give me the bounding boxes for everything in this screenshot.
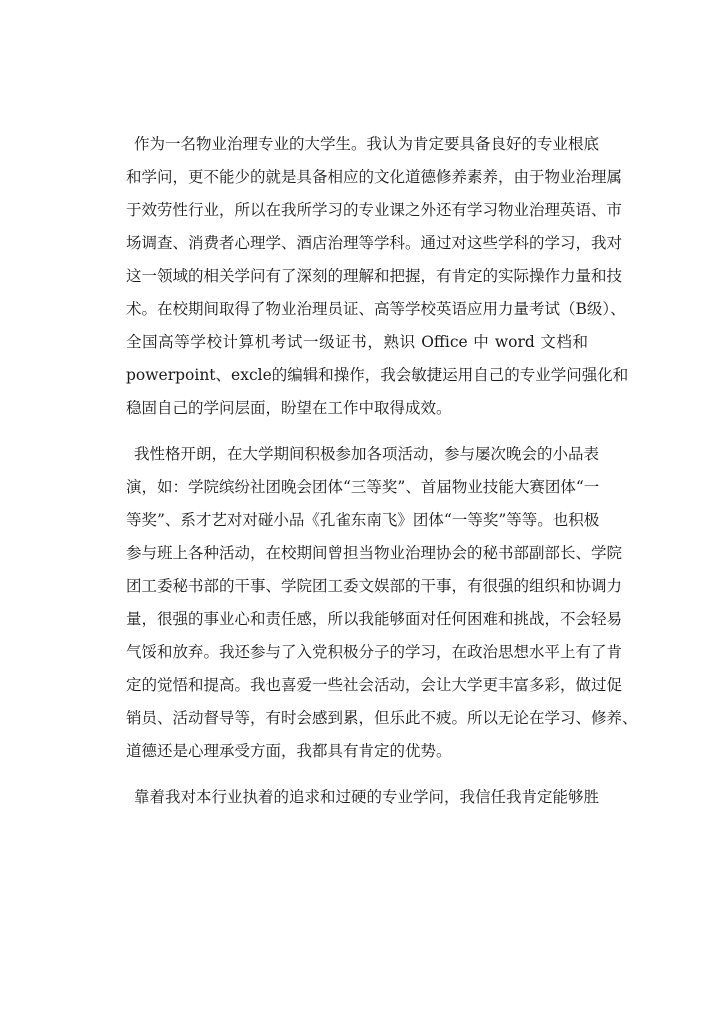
paragraph-1 [126,128,629,425]
text-line: 作为一名物业治理专业的大学生。我认为肯定要具备良好的专业根底 [134,135,600,153]
text-line: 于效劳性行业，所以在我所学习的专业课之外还有学习物业治理英语、市 [126,201,623,219]
document-body [126,128,638,814]
text-line: 团工委秘书部的干事、学院团工委文娱部的干事，有很强的组织和协调力 [126,577,623,595]
text-line: powerpoint、excle的编辑和操作，我会敏捷运用自己的专业学问强化和 [126,366,629,384]
text-line: 参与班上各种活动，在校期间曾担当物业治理协会的秘书部副部长、学院 [126,544,623,562]
text-line: 场调查、消费者心理学、酒店治理等学科。通过对这些学科的学习，我对 [126,234,623,252]
text-line: 气馁和放弃。我还参与了入党积极分子的学习，在政治思想水平上有了肯 [126,643,623,661]
paragraph-gap [126,425,588,438]
text-line: 靠着我对本行业执着的追求和过硬的专业学问，我信任我肯定能够胜 [134,788,600,806]
text-line: 等奖”、系才艺对对碰小品《孔雀东南飞》团体“一等奖”等等。也积极 [126,511,600,529]
text-line: 演，如：学院缤纷社团晚会团体“三等奖”、首届物业技能大赛团体“一 [126,478,600,496]
text-line: 全国高等学校计算机考试一级证书，熟识 Office 中 word 文档和 [126,333,588,351]
text-line: 定的觉悟和提高。我也喜爱一些社会活动，会让大学更丰富多彩，做过促 [126,676,623,694]
text-line: 量，很强的事业心和责任感，所以我能够面对任何困难和挑战，不会轻易 [126,610,623,628]
text-line: 和学问，更不能少的就是具备相应的文化道德修养素养，由于物业治理属 [126,168,623,186]
text-line: 这一领域的相关学问有了深刻的理解和把握，有肯定的实际操作力量和技 [126,267,623,285]
paragraph-3 [126,781,600,814]
text-line: 我性格开朗，在大学期间积极参加各项活动，参与屡次晚会的小品表 [134,445,600,463]
text-line: 道德还是心理承受方面，我都具有肯定的优势。 [126,742,452,760]
paragraph-gap [126,768,588,781]
text-line: 销员、活动督导等，有时会感到累，但乐此不疲。所以无论在学习、修养、 [126,709,638,727]
text-line: 稳固自己的学问层面，盼望在工作中取得成效。 [126,399,452,417]
text-line: 术。在校期间取得了物业治理员证、高等学校英语应用力量考试（B级）、 [126,300,626,318]
paragraph-2 [126,438,638,768]
